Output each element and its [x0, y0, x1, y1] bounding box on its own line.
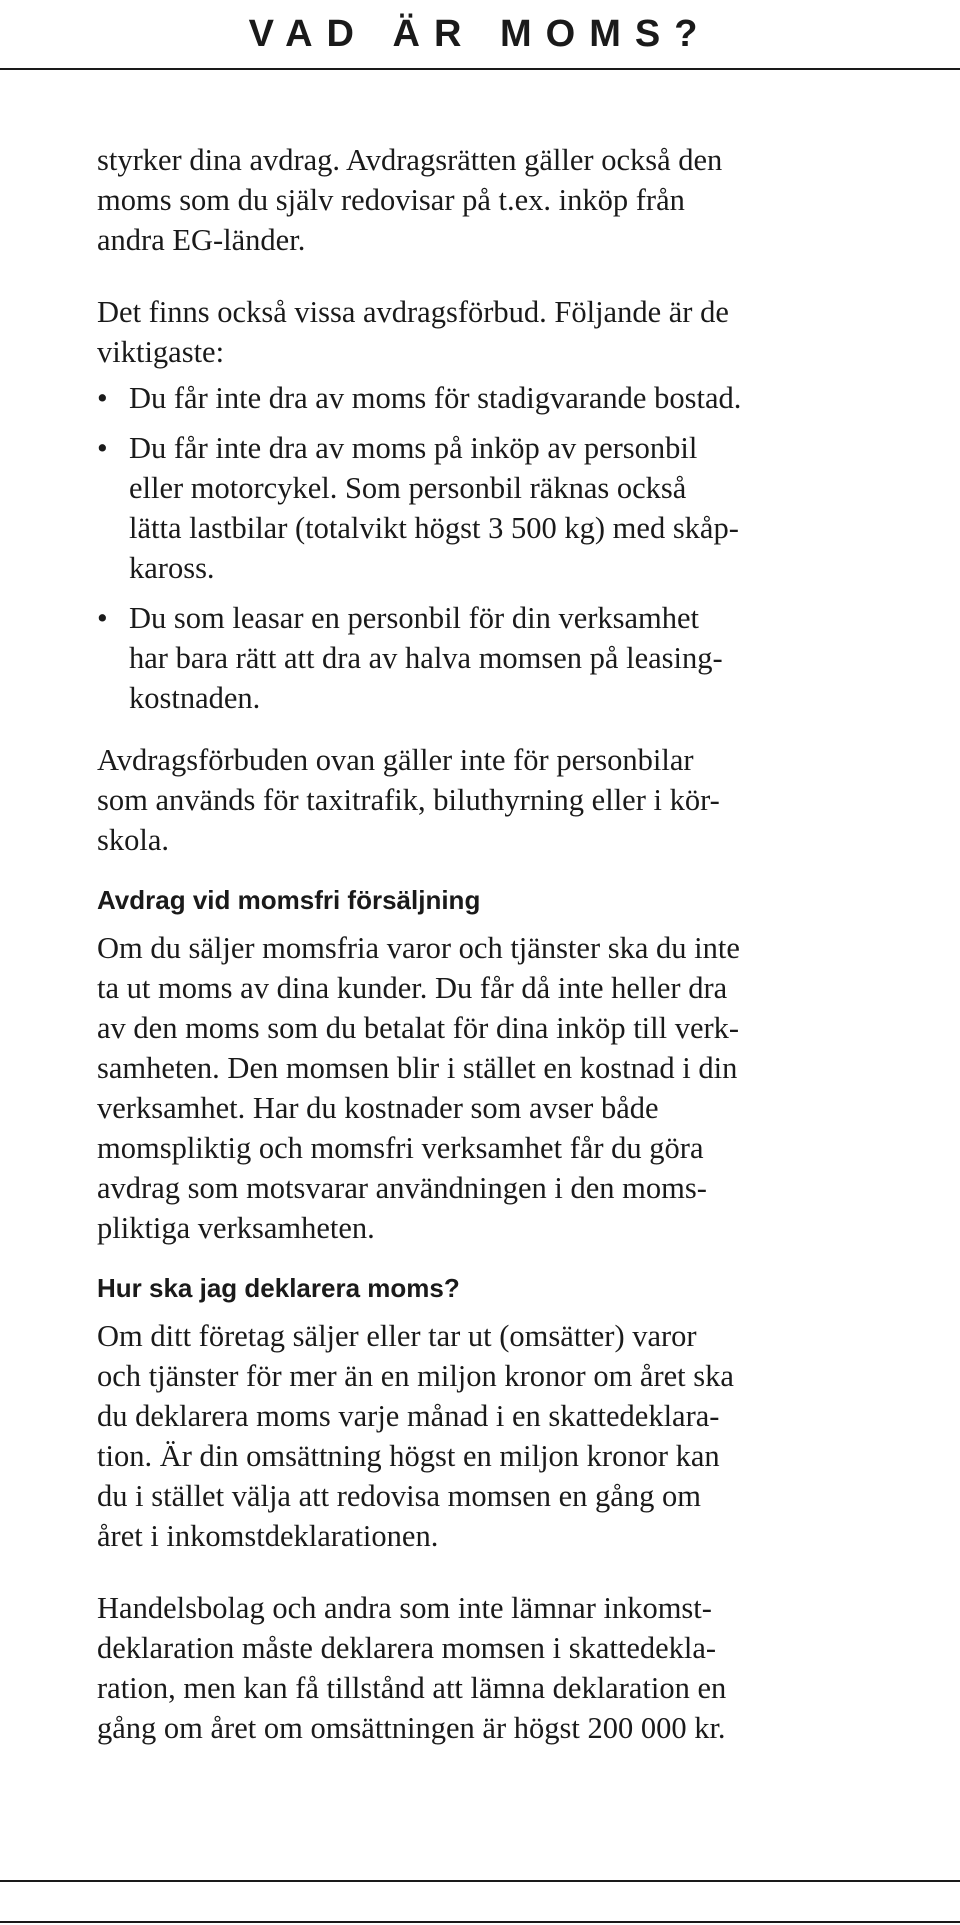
- text-line: Om du säljer momsfria varor och tjänster ska du inte: [97, 931, 740, 965]
- text-line: eller motorcykel. Som personbil räknas också: [129, 471, 687, 505]
- text-line: styrker dina avdrag. Avdragsrätten gäller också den: [97, 143, 723, 177]
- text-line: viktigaste:: [97, 335, 225, 369]
- footer-rule-bottom: [0, 1921, 960, 1923]
- text-line: du i stället välja att redovisa momsen en gång om: [97, 1479, 701, 1513]
- paragraph-undantag: [97, 740, 877, 860]
- text-line: skola.: [97, 823, 170, 857]
- text-line: ration, men kan få tillstånd att lämna deklaration en: [97, 1671, 727, 1705]
- page-title: VAD ÄR MOMS?: [248, 13, 712, 55]
- text-line: verksamhet. Har du kostnader som avser både: [97, 1091, 659, 1125]
- footer-rule-top: [0, 1880, 960, 1882]
- text-line: Avdragsförbuden ovan gäller inte för personbilar: [97, 743, 694, 777]
- page-header: [0, 0, 960, 70]
- text-line: Du som leasar en personbil för din verksamhet: [129, 601, 700, 635]
- text-line: moms som du själv redovisar på t.ex. inköp från: [97, 183, 685, 217]
- text-line: och tjänster för mer än en miljon kronor om året ska: [97, 1359, 734, 1393]
- section-heading-deklarera: Hur ska jag deklarera moms?: [97, 1273, 460, 1303]
- text-line: gång om året om omsättningen är högst 200 000 kr.: [97, 1711, 726, 1745]
- list-item: [97, 378, 877, 418]
- list-item: [97, 428, 877, 588]
- paragraph-momsfri: [97, 928, 877, 1248]
- paragraph-deklarera: [97, 1316, 877, 1556]
- text-line: av den moms som du betalat för dina inköp till verk-: [97, 1011, 740, 1045]
- text-line: kaross.: [129, 551, 215, 585]
- text-line: pliktiga verksamheten.: [97, 1211, 375, 1245]
- section-heading-momsfri: Avdrag vid momsfri försäljning: [97, 885, 481, 915]
- text-line: året i inkomstdeklarationen.: [97, 1519, 439, 1553]
- text-line: har bara rätt att dra av halva momsen på leasing-: [129, 641, 723, 675]
- list-item: [97, 598, 877, 718]
- avdragsforbud-list: [97, 378, 877, 718]
- text-line: ta ut moms av dina kunder. Du får då inte heller dra: [97, 971, 728, 1005]
- text-line: deklaration måste deklarera momsen i skattedekla-: [97, 1631, 717, 1665]
- text-line: kostnaden.: [129, 681, 261, 715]
- text-line: samheten. Den momsen blir i stället en kostnad i din: [97, 1051, 738, 1085]
- text-line: tion. Är din omsättning högst en miljon kronor kan: [97, 1439, 720, 1473]
- text-line: momspliktig och momsfri verksamhet får du göra: [97, 1131, 704, 1165]
- text-line: andra EG-länder.: [97, 223, 306, 257]
- text-line: Handelsbolag och andra som inte lämnar inkomst-: [97, 1591, 712, 1625]
- page-content: [97, 140, 877, 1748]
- paragraph-handelsbolag: [97, 1588, 877, 1748]
- paragraph-avdragsforbud-intro: [97, 292, 877, 372]
- text-line: Du får inte dra av moms på inköp av personbil: [129, 431, 698, 465]
- text-line: lätta lastbilar (totalvikt högst 3 500 kg) med skåp-: [129, 511, 739, 545]
- text-line: Du får inte dra av moms för stadigvarande bostad.: [129, 381, 742, 415]
- text-line: som används för taxitrafik, biluthyrning eller i kör-: [97, 783, 720, 817]
- text-line: du deklarera moms varje månad i en skattedeklara-: [97, 1399, 720, 1433]
- text-line: avdrag som motsvarar användningen i den moms-: [97, 1171, 707, 1205]
- paragraph-avdragsratt: [97, 140, 877, 260]
- text-line: Det finns också vissa avdragsförbud. Följande är de: [97, 295, 729, 329]
- text-line: Om ditt företag säljer eller tar ut (omsätter) varor: [97, 1319, 697, 1353]
